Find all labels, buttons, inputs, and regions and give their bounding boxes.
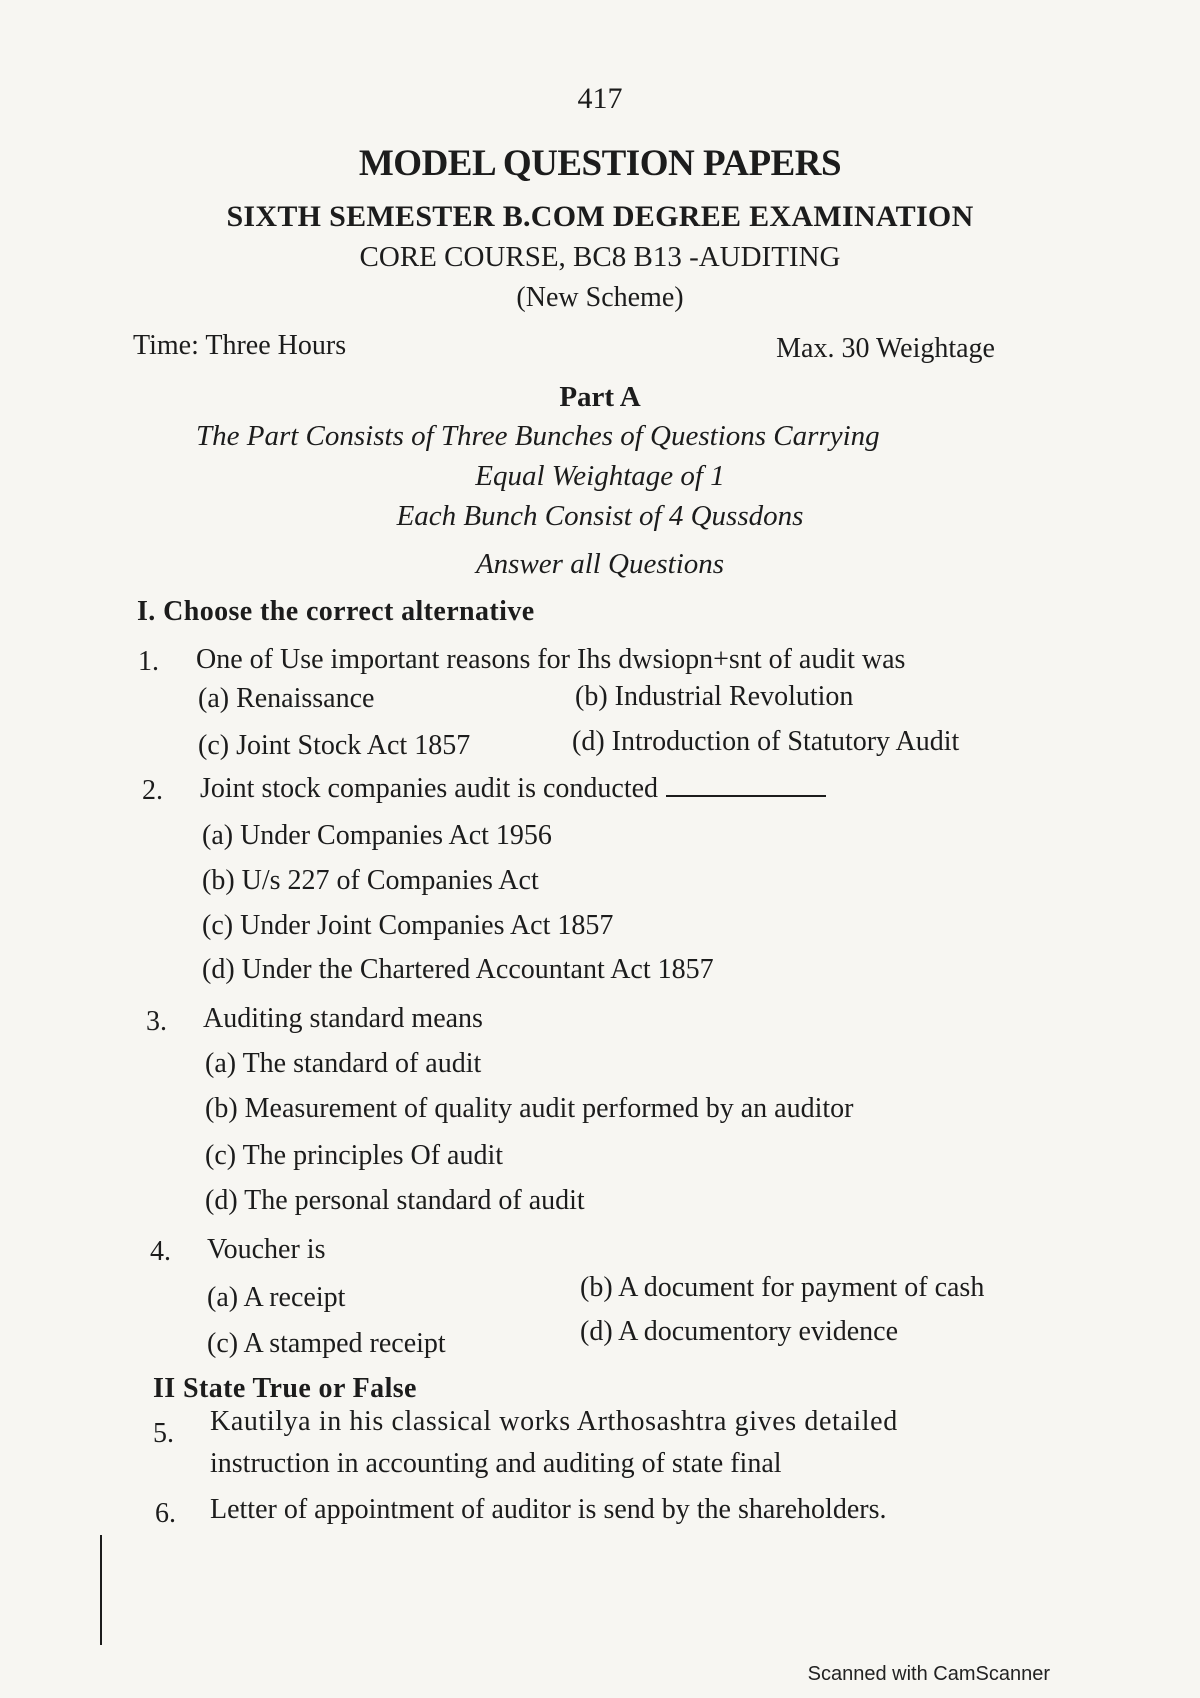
answer-option: (b) Measurement of quality audit performed by an auditor <box>205 1093 854 1124</box>
answer-option: (b) A document for payment of cash <box>580 1272 985 1303</box>
question-number: 3. <box>146 1006 167 1037</box>
answer-option: (c) Joint Stock Act 1857 <box>198 730 471 761</box>
answer-option: (a) Under Companies Act 1956 <box>202 820 552 851</box>
answer-option: (a) A receipt <box>207 1282 346 1313</box>
question-number: 6. <box>155 1498 176 1529</box>
question-number: 4. <box>150 1236 171 1267</box>
answer-option: (a) The standard of audit <box>205 1048 482 1079</box>
question-text <box>200 773 826 805</box>
statement-line: Kautilya in his classical works Arthosashtra gives detailed <box>210 1406 898 1437</box>
page-number: 417 <box>577 82 623 115</box>
instruction-line: The Part Consists of Three Bunches of Questions Carrying <box>196 420 880 452</box>
answer-option: (c) A stamped receipt <box>207 1328 446 1359</box>
answer-option: (b) Industrial Revolution <box>575 681 854 712</box>
answer-option: (c) The principles Of audit <box>205 1140 504 1171</box>
course-line: CORE COURSE, BC8 B13 -AUDITING <box>359 241 841 273</box>
max-weightage: Max. 30 Weightage <box>776 333 995 364</box>
answer-option: (d) Introduction of Statutory Audit <box>572 726 960 757</box>
time-allowed: Time: Three Hours <box>133 330 347 361</box>
question-text-content: Joint stock companies audit is conducted <box>200 773 659 804</box>
instruction-line: Answer all Questions <box>475 548 725 580</box>
instruction-line: Equal Weightage of 1 <box>475 460 725 492</box>
answer-option: (d) Under the Chartered Accountant Act 1857 <box>202 954 714 985</box>
statement-line: instruction in accounting and auditing of state final <box>210 1448 782 1479</box>
answer-option: (c) Under Joint Companies Act 1857 <box>202 910 614 941</box>
answer-option: (d) A documentory evidence <box>580 1316 899 1347</box>
answer-option: (b) U/s 227 of Companies Act <box>202 865 539 896</box>
question-number: 1. <box>138 646 159 677</box>
exam-subtitle: SIXTH SEMESTER B.COM DEGREE EXAMINATION <box>226 200 974 233</box>
scan-edge-mark <box>100 1535 102 1645</box>
question-number: 5. <box>153 1418 174 1449</box>
answer-option: (a) Renaissance <box>198 683 375 714</box>
scanner-watermark: Scanned with CamScanner <box>807 1663 1050 1685</box>
question-number: 2. <box>142 775 163 806</box>
question-text: Voucher is <box>207 1234 326 1265</box>
question-text: One of Use important reasons for Ihs dwsiopn+snt of audit was <box>196 644 906 675</box>
document-title: MODEL QUESTION PAPERS <box>358 143 842 184</box>
scheme-line: (New Scheme) <box>516 282 684 313</box>
question-text: Auditing standard means <box>203 1003 483 1034</box>
instruction-line: Each Bunch Consist of 4 Qussdons <box>396 500 804 532</box>
section-heading: I. Choose the correct alternative <box>137 596 535 627</box>
section-heading: II State True or False <box>153 1373 417 1404</box>
answer-blank <box>666 795 826 797</box>
part-heading: Part A <box>559 381 641 413</box>
answer-option: (d) The personal standard of audit <box>205 1185 585 1216</box>
statement-line: Letter of appointment of auditor is send by the shareholders. <box>210 1494 887 1525</box>
